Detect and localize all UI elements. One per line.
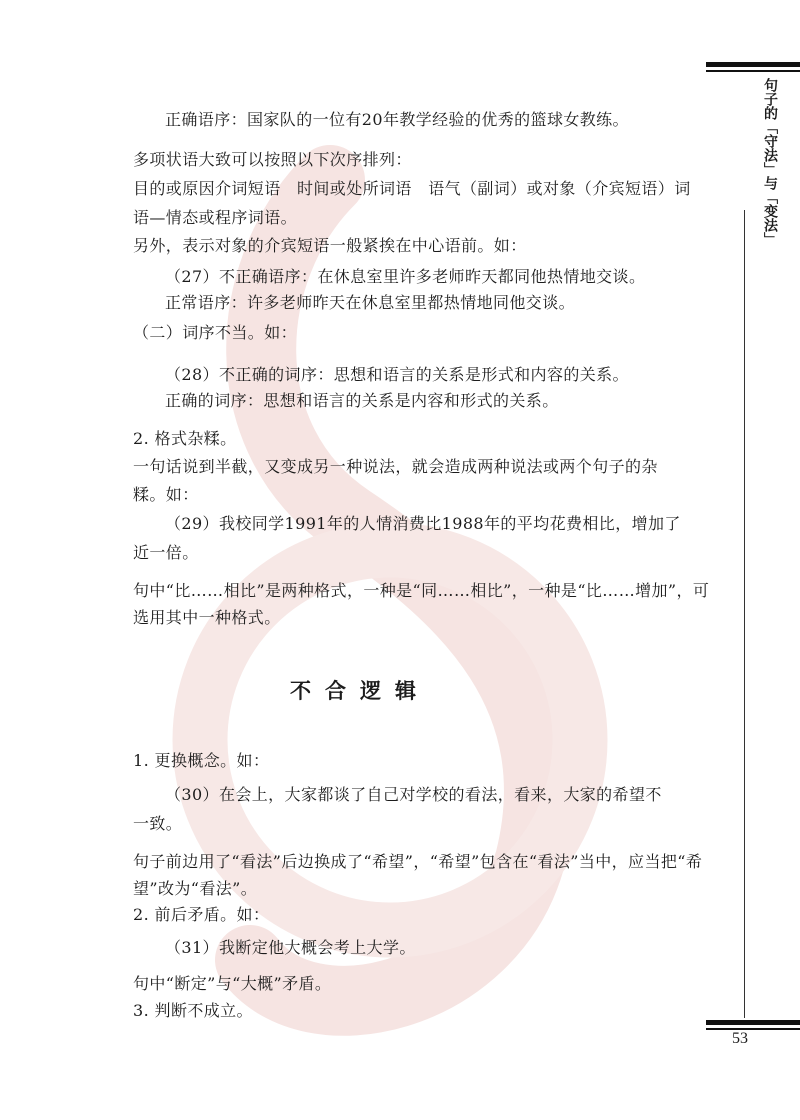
text-line: （二）词序不当。如： (133, 323, 298, 342)
text-line: 语—情态或程序词语。 (133, 208, 298, 227)
text-line: （30）在会上，大家都谈了自己对学校的看法，看来，大家的希望不 (165, 785, 662, 804)
text-line: 句中“断定”与“大概”矛盾。 (133, 974, 332, 993)
text-line: 正确的词序：思想和语言的关系是内容和形式的关系。 (165, 391, 559, 410)
text-line: （28）不正确的词序：思想和语言的关系是形式和内容的关系。 (165, 365, 629, 384)
header-rule-thick (706, 62, 800, 67)
section-heading: 不合逻辑 (290, 678, 430, 703)
side-title: 句子的「守法」与「变法」 (762, 78, 778, 246)
text-line: 3. 判断不成立。 (133, 1001, 253, 1020)
text-line: 句子前边用了“看法”后边换成了“希望”，“希望”包含在“看法”当中，应当把“希 (133, 852, 703, 871)
header-rule-thin (706, 70, 800, 72)
page-number: 53 (732, 1030, 748, 1047)
text-line: （31）我断定他大概会考上大学。 (165, 938, 416, 957)
text-line: 正常语序：许多老师昨天在休息室里都热情地同他交谈。 (165, 293, 576, 312)
side-title-box (750, 76, 790, 246)
text-line: （27）不正确语序：在休息室里许多老师昨天都同他热情地交谈。 (165, 267, 646, 286)
footer-rule-thin (706, 1028, 800, 1030)
text-line: 2. 格式杂糅。 (133, 429, 237, 448)
text-line: 多项状语大致可以按照以下次序排列： (133, 150, 412, 169)
text-line: 句中“比……相比”是两种格式，一种是“同……相比”，一种是“比……增加”，可 (133, 581, 710, 600)
text-line: 目的或原因介词短语 时间或处所词语 语气（副词）或对象（介宾短语）词 (133, 179, 691, 198)
text-line: （29）我校同学1991年的人情消费比1988年的平均花费相比，增加了 (165, 514, 681, 533)
text-line: 另外，表示对象的介宾短语一般紧挨在中心语前。如： (133, 236, 527, 255)
text-line: 糅。如： (133, 485, 199, 504)
text-line: 1. 更换概念。如： (133, 751, 270, 770)
text-line: 正确语序：国家队的一位有20年教学经验的优秀的篮球女教练。 (165, 110, 629, 129)
text-line: 近一倍。 (133, 543, 199, 562)
footer-rule-thick (706, 1020, 800, 1025)
margin-rule (744, 210, 745, 1018)
text-line: 一句话说到半截，又变成另一种说法，就会造成两种说法或两个句子的杂 (133, 457, 658, 476)
text-line: 选用其中一种格式。 (133, 608, 281, 627)
text-line: 2. 前后矛盾。如： (133, 905, 270, 924)
text-line: 一致。 (133, 814, 183, 833)
text-line: 望”改为“看法”。 (133, 879, 258, 898)
